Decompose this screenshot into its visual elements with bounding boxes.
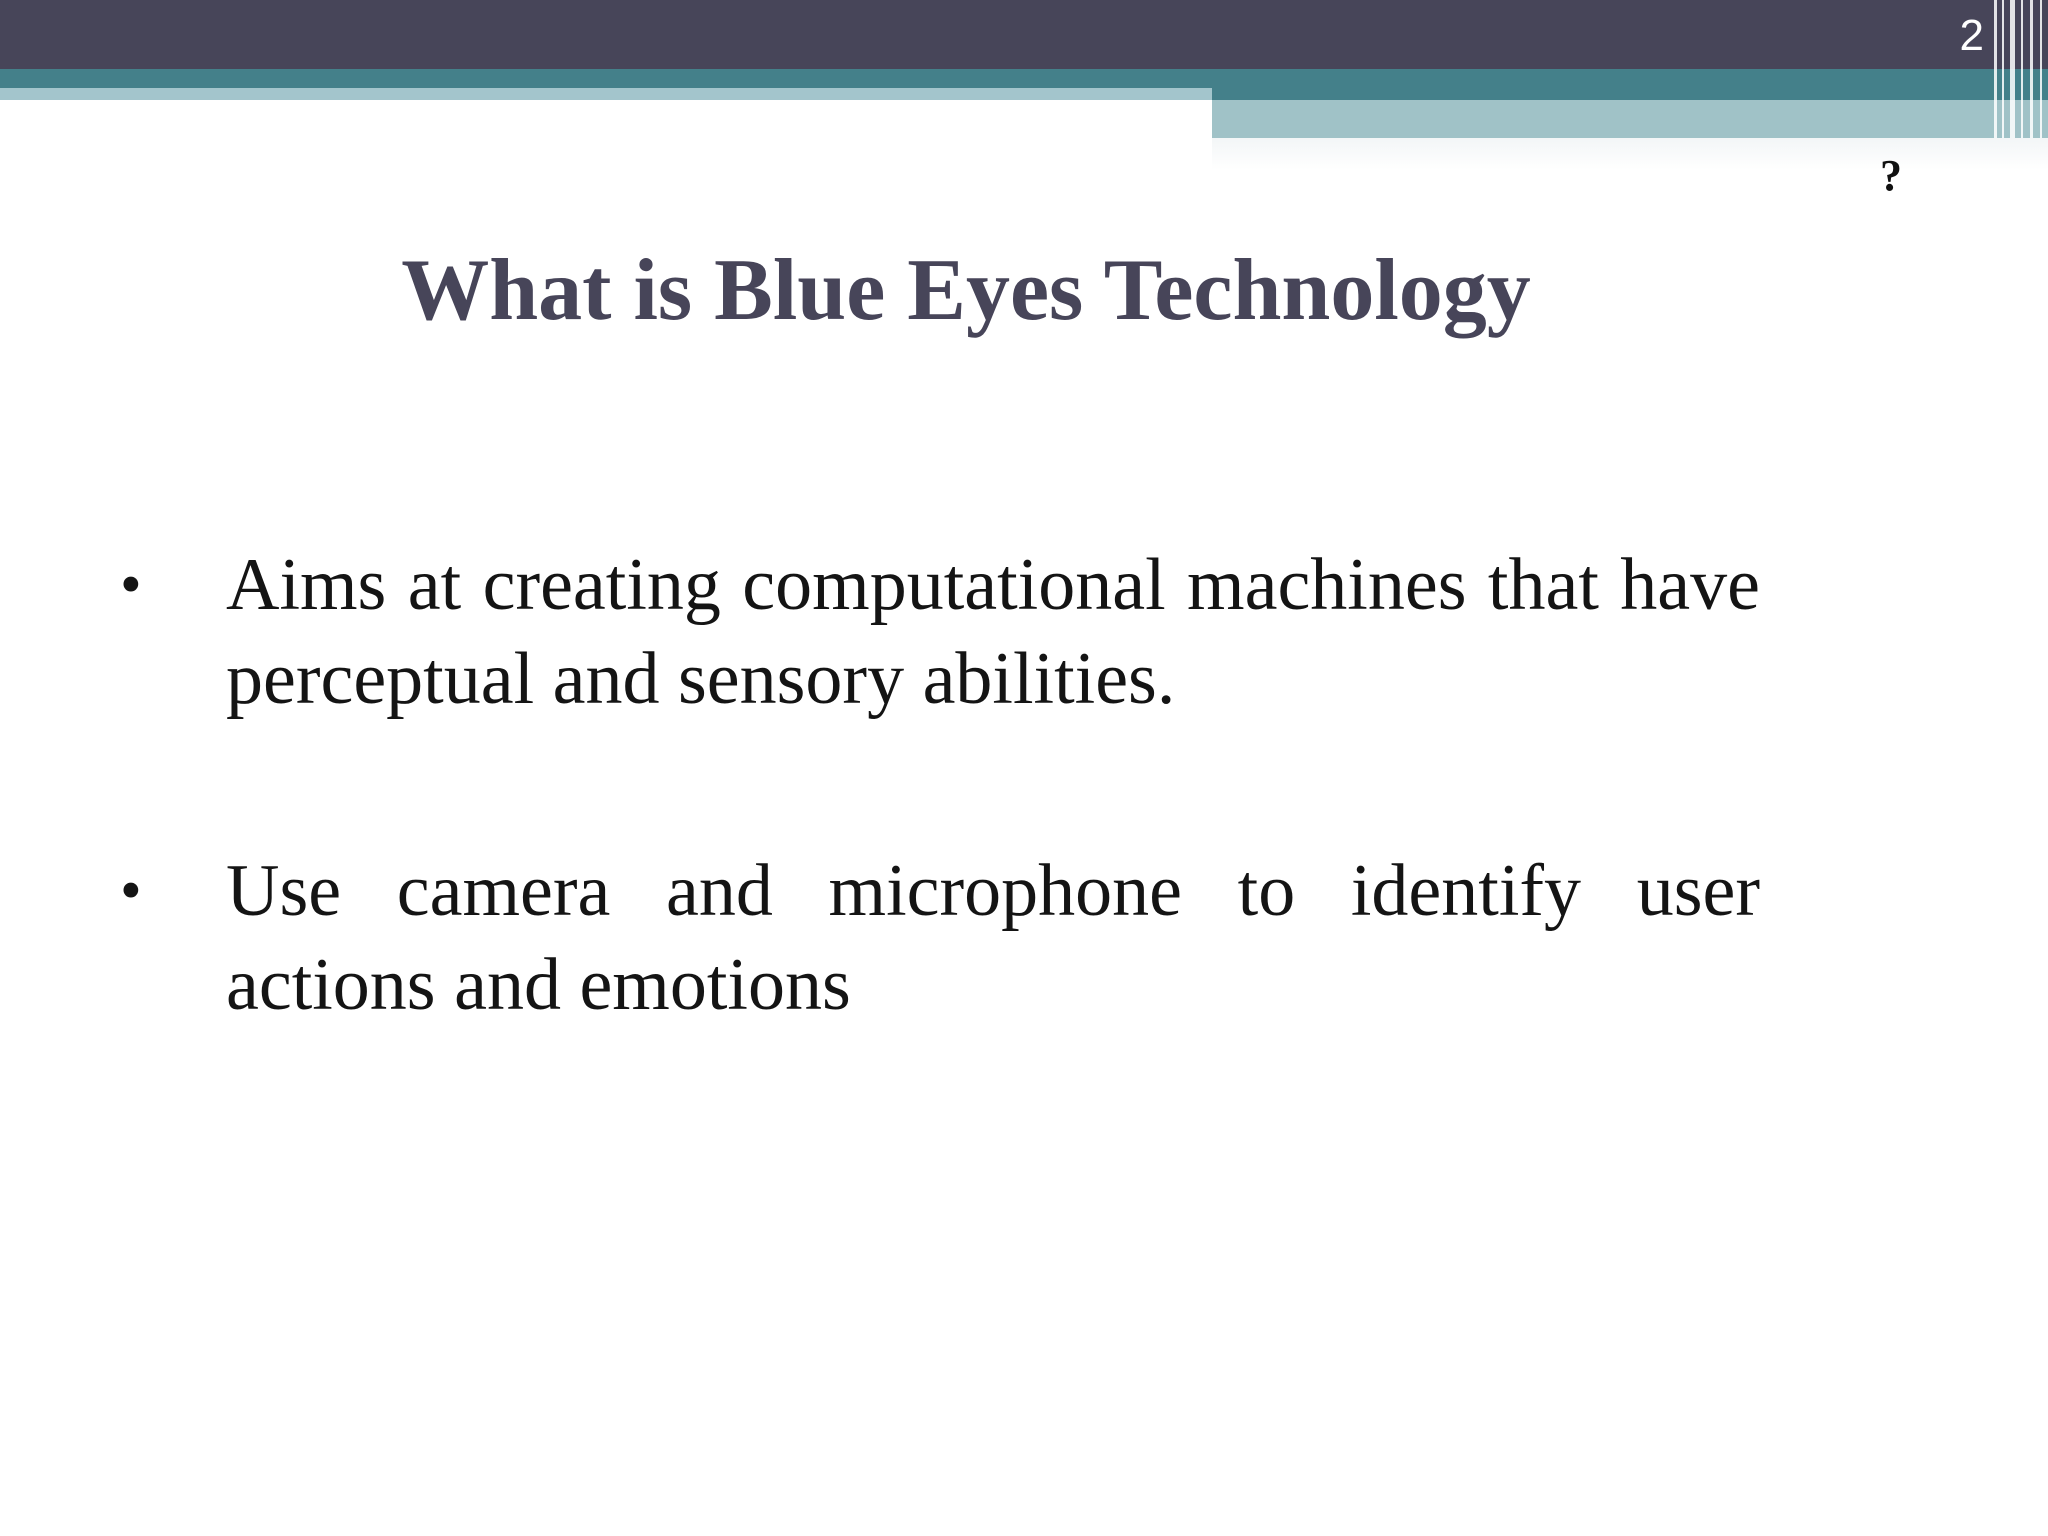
bullet-dot-icon: • bbox=[120, 551, 142, 619]
header-band-light-right bbox=[1212, 100, 2048, 138]
header-band-teal-right bbox=[1212, 88, 2048, 100]
bullet-text: Use camera and microphone to identify user actions and emotions bbox=[226, 850, 1760, 1026]
header-edge-lines bbox=[1988, 0, 2048, 138]
header-fade-strip bbox=[1212, 138, 2048, 170]
slide-number: 2 bbox=[1959, 11, 1984, 60]
bullet-dot-icon: • bbox=[120, 857, 142, 925]
header-band-light-left bbox=[0, 88, 1212, 100]
bullet-text: Aims at creating computational machines that have perceptual and sensory abilities. bbox=[226, 544, 1760, 720]
bullet-item bbox=[120, 538, 1760, 726]
bullet-list bbox=[120, 538, 1760, 1150]
corner-question-mark: ? bbox=[1880, 151, 1902, 200]
bullet-item bbox=[120, 844, 1760, 1032]
header-band-dark bbox=[0, 0, 2048, 69]
header-band-teal bbox=[0, 69, 2048, 88]
slide-title: What is Blue Eyes Technology bbox=[401, 242, 1531, 339]
